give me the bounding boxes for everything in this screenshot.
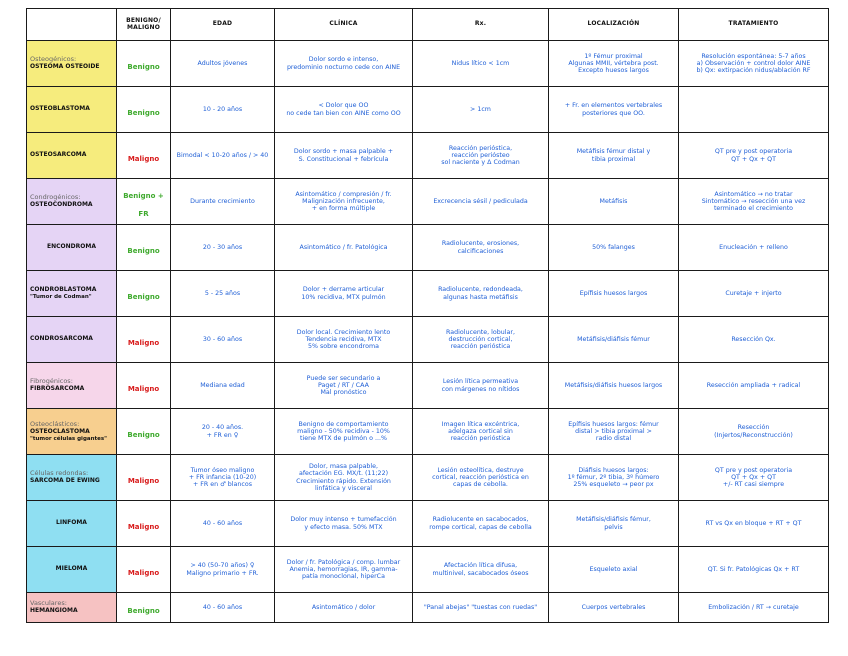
tumor-name-cell [27, 87, 117, 133]
clinical-line: Crecimiento rápido. Extensión [296, 477, 391, 485]
behavior-cell [117, 41, 171, 87]
clinical-cell [275, 593, 413, 623]
behavior-cell [117, 87, 171, 133]
behavior-label: Maligno [127, 384, 160, 393]
age-line: Maligno primario + FR. [186, 569, 259, 577]
location-line: posteriores que OO. [582, 109, 645, 117]
tumor-name: CONDROBLASTOMA [30, 286, 97, 294]
treatment-cell [679, 547, 829, 593]
location-line: 1º fémur, 2º tibia, 3º húmero [567, 473, 660, 481]
location-cell [549, 501, 679, 547]
tumor-name: FIBROSARCOMA [30, 385, 85, 393]
rx-line: capas de cebolla. [453, 481, 508, 489]
age-cell [171, 225, 275, 271]
treatment-line: Resección Qx. [731, 335, 776, 343]
location-cell [549, 409, 679, 455]
treatment-line: Resección ampliada + radical [706, 381, 801, 389]
tumor-name: MIELOMA [55, 565, 88, 573]
rx-line: Nidus lítico < 1cm [451, 59, 510, 67]
location-cell [549, 271, 679, 317]
age-line: 10 - 20 años [202, 105, 243, 113]
age-line: Durante crecimiento [190, 197, 255, 205]
rx-line: con márgenes no nítidos [441, 385, 520, 393]
rx-line: algunas hasta metáfisis [443, 293, 518, 301]
rx-line: Afectación lítica difusa, [443, 562, 518, 570]
treatment-line: Enucleación + relleno [719, 243, 788, 251]
treatment-line: +/- RT casi siempre [722, 481, 785, 489]
location-line: pelvis [604, 523, 623, 531]
tumor-name: LINFOMA [56, 519, 87, 527]
tumor-name-cell [27, 271, 117, 317]
tumor-name: OSTEOSARCOMA [30, 151, 87, 159]
category-label: Células redondas: [30, 469, 89, 477]
clinical-line: Dolor, masa palpable, [308, 463, 379, 471]
age-line: 20 - 40 años. [201, 424, 244, 432]
category-label: Fibrogénicos: [30, 377, 73, 385]
category-label: Vasculares: [30, 599, 67, 607]
location-cell [549, 179, 679, 225]
treatment-line: b) Qx: extirpación nidus/ablación RF [696, 67, 811, 75]
age-cell [171, 271, 275, 317]
location-line: Metáfisis/diáfisis huesos largos [564, 381, 663, 389]
clinical-cell [275, 317, 413, 363]
age-line: 20 - 30 años [202, 243, 243, 251]
tumor-name-cell [27, 501, 117, 547]
clinical-cell [275, 87, 413, 133]
location-line: radio distal [595, 435, 632, 443]
treatment-cell [679, 455, 829, 501]
treatment-line: QT + Qx + QT [731, 473, 776, 481]
rx-line: Imagen lítica excéntrica, [441, 420, 520, 428]
treatment-cell [679, 133, 829, 179]
treatment-line: QT + Qx + QT [731, 155, 776, 163]
treatment-line: Sintomático → resección una vez [701, 197, 806, 205]
behavior-cell [117, 133, 171, 179]
clinical-line: Asintomático / dolor [311, 603, 376, 611]
age-cell [171, 317, 275, 363]
rx-cell [413, 409, 549, 455]
rx-line: destrucción cortical, [448, 335, 513, 343]
age-cell [171, 133, 275, 179]
age-line: 5 - 25 años [204, 289, 241, 297]
clinical-line: 5% sobre encondroma [308, 343, 379, 351]
location-line: Epífisis huesos largos: fémur [568, 420, 659, 428]
table-row [27, 455, 829, 501]
clinical-line: Dolor muy intenso + tumefacción [290, 516, 397, 524]
rx-line: Lesión osteolítica, destruye [437, 466, 524, 474]
rx-line: Radiolucente en sacabocados, [432, 516, 529, 524]
table-row [27, 547, 829, 593]
rx-line: Reacción perióstica, [448, 144, 513, 152]
tumor-name: CONDROSARCOMA [30, 335, 93, 343]
age-line: + FR en ♂ blancos [193, 481, 252, 489]
tumor-name-cell [27, 133, 117, 179]
header-rx: Rx. [413, 9, 549, 41]
header-location: LOCALIZACIÓN [549, 9, 679, 41]
behavior-label: Maligno [127, 154, 160, 163]
behavior-cell [117, 455, 171, 501]
tumor-name: HEMANGIOMA [30, 607, 78, 615]
clinical-line: Malignización infrecuente, [302, 197, 385, 205]
treatment-line: Embolización / RT → curetaje [708, 603, 799, 611]
behavior-cell [117, 179, 171, 225]
rx-line: reacción perióstica [450, 343, 511, 351]
treatment-line: QT. Si fr. Patológicas Qx + RT [707, 565, 800, 573]
rx-line: adelgaza cortical sin [448, 427, 513, 435]
clinical-cell [275, 501, 413, 547]
behavior-cell [117, 271, 171, 317]
clinical-line: Dolor / fr. Patológica / comp. lumbar [286, 558, 401, 566]
rx-line: reacción perióstica [450, 435, 511, 443]
clinical-cell [275, 455, 413, 501]
clinical-line: tiene MTX de pulmón o ...% [300, 435, 387, 443]
treatment-line: Resolución espontánea: 5-7 años [701, 52, 806, 60]
header-treatment: TRATAMIENTO [679, 9, 829, 41]
clinical-line: < Dolor que OO [318, 102, 369, 110]
clinical-cell [275, 179, 413, 225]
location-line: Diáfisis huesos largos: [578, 466, 649, 474]
tumor-alias: "tumor células gigantes" [30, 435, 108, 442]
behavior-label: Benigno [127, 292, 160, 301]
tumor-name-cell [27, 547, 117, 593]
age-cell [171, 455, 275, 501]
rx-line: > 1cm [470, 105, 491, 113]
header-tumor [27, 9, 117, 41]
treatment-cell [679, 363, 829, 409]
rx-line: Radiolucente, redondeada, [438, 286, 523, 294]
age-cell [171, 501, 275, 547]
category-label: Osteogénicos: [30, 55, 77, 63]
category-label: Condrogénicos: [30, 193, 81, 201]
behavior-label: Benigno + FR [123, 191, 164, 218]
location-line: Esqueleto axial [589, 565, 638, 573]
table-row [27, 501, 829, 547]
rx-cell [413, 547, 549, 593]
header-behavior: BENIGNO/ MALIGNO [117, 9, 171, 41]
treatment-cell [679, 593, 829, 623]
table-row [27, 363, 829, 409]
treatment-line: RT vs Qx en bloque + RT + QT [705, 519, 802, 527]
rx-line: sol naciente y Δ Codman [441, 159, 520, 167]
tumor-name: SARCOMA DE EWING [30, 477, 100, 485]
treatment-line: QT pre y post operatoria [714, 466, 793, 474]
rx-cell [413, 41, 549, 87]
table-row [27, 133, 829, 179]
clinical-line: Dolor sordo e intenso, [308, 56, 379, 64]
age-line: + FR en ♀ [206, 431, 239, 439]
behavior-cell [117, 409, 171, 455]
age-cell [171, 409, 275, 455]
location-line: Metáfisis fémur distal y [576, 148, 651, 156]
rx-line: reacción periósteo [451, 151, 510, 159]
location-cell [549, 363, 679, 409]
clinical-line: Mal pronóstico [320, 389, 367, 397]
clinical-line: Puede ser secundario a [306, 374, 381, 382]
location-line: + Fr. en elementos vertebrales [564, 102, 663, 110]
table-row [27, 271, 829, 317]
behavior-label: Benigno [127, 62, 160, 71]
rx-line: Radiolucente, lobular, [446, 328, 515, 336]
behavior-cell [117, 225, 171, 271]
location-cell [549, 225, 679, 271]
rx-cell [413, 501, 549, 547]
age-cell [171, 363, 275, 409]
tumor-name: OSTEOCLASTOMA [30, 428, 90, 436]
rx-line: calcificaciones [457, 247, 504, 255]
rx-cell [413, 317, 549, 363]
location-cell [549, 317, 679, 363]
rx-cell [413, 455, 549, 501]
clinical-cell [275, 409, 413, 455]
rx-cell [413, 271, 549, 317]
clinical-line: 10% recidiva, MTX pulmón [301, 293, 386, 301]
clinical-cell [275, 225, 413, 271]
clinical-line: Dolor local. Crecimiento lento [296, 328, 391, 336]
age-line: 40 - 60 años [202, 519, 243, 527]
tumor-table [26, 8, 829, 623]
behavior-label: Maligno [127, 338, 160, 347]
location-cell [549, 41, 679, 87]
location-line: Epífisis huesos largos [579, 289, 648, 297]
behavior-cell [117, 317, 171, 363]
treatment-line: QT pre y post operatoria [714, 148, 793, 156]
age-line: 40 - 60 años [202, 603, 243, 611]
treatment-cell [679, 317, 829, 363]
age-line: + FR infancia (10-20) [188, 473, 257, 481]
rx-line: Radiolucente, erosiones, [441, 240, 520, 248]
behavior-label: Maligno [127, 476, 160, 485]
treatment-cell [679, 271, 829, 317]
clinical-cell [275, 363, 413, 409]
behavior-label: Benigno [127, 108, 160, 117]
behavior-label: Benigno [127, 246, 160, 255]
table-row [27, 409, 829, 455]
treatment-line: a) Observación + control dolor AINE [696, 59, 811, 67]
location-line: 25% esqueleto → peor px [573, 481, 654, 489]
table-row [27, 317, 829, 363]
location-cell [549, 593, 679, 623]
table-row [27, 593, 829, 623]
clinical-line: Benigno de comportamiento [298, 420, 389, 428]
tumor-alias: "Tumor de Codman" [30, 293, 92, 300]
clinical-line: Dolor sordo + masa palpable + [293, 148, 394, 156]
clinical-line: no cede tan bien con AINE como OO [286, 109, 401, 117]
clinical-cell [275, 41, 413, 87]
clinical-line: linfática y visceral [314, 484, 373, 492]
tumor-name: OSTEOBLASTOMA [30, 105, 90, 113]
rx-line: Excrecencia sésil / pediculada [433, 197, 528, 205]
behavior-label: Benigno [127, 606, 160, 615]
tumor-name-cell [27, 593, 117, 623]
rx-cell [413, 363, 549, 409]
treatment-line: Curetaje + injerto [725, 289, 782, 297]
age-line: Tumor óseo maligno [190, 466, 255, 474]
location-line: Excepto huesos largos [578, 67, 649, 75]
treatment-cell [679, 501, 829, 547]
clinical-line: maligno - 50% recidiva - 10% [297, 427, 390, 435]
tumor-name-cell [27, 225, 117, 271]
rx-cell [413, 225, 549, 271]
location-line: Metáfisis/diáfisis fémur, [576, 516, 651, 524]
treatment-cell [679, 225, 829, 271]
treatment-cell [679, 87, 829, 133]
clinical-line: Asintomático / compresión / fr. [295, 190, 392, 198]
behavior-cell [117, 501, 171, 547]
header-clinical: CLÍNICA [275, 9, 413, 41]
header-age: EDAD [171, 9, 275, 41]
table-row [27, 225, 829, 271]
age-cell [171, 87, 275, 133]
location-line: Cuerpos vertebrales [581, 603, 646, 611]
rx-line: rompe cortical, capas de cebolla [429, 523, 532, 531]
location-line: 1º Fémur proximal [584, 52, 643, 60]
header-row [27, 9, 829, 41]
clinical-cell [275, 133, 413, 179]
location-cell [549, 547, 679, 593]
location-line: Algunas MMII, vértebra post. [568, 59, 659, 67]
location-cell [549, 87, 679, 133]
behavior-cell [117, 593, 171, 623]
rx-cell [413, 133, 549, 179]
clinical-line: S. Constitucional + febrícula [298, 155, 389, 163]
age-cell [171, 41, 275, 87]
clinical-line: patía monoclonal, hiperCa [302, 573, 385, 581]
treatment-line: (Injertos/Reconstrucción) [714, 431, 793, 439]
rx-cell [413, 87, 549, 133]
tumor-name-cell [27, 363, 117, 409]
tumor-name: OSTEOCONDROMA [30, 201, 93, 209]
treatment-cell [679, 179, 829, 225]
location-cell [549, 455, 679, 501]
clinical-line: y efecto masa. 50% MTX [304, 523, 383, 531]
tumor-name: ENCONDROMA [47, 243, 96, 251]
clinical-line: Tendencia recidiva, MTX [305, 335, 382, 343]
table-row [27, 41, 829, 87]
rx-line: multinivel, sacabocados óseos [432, 569, 529, 577]
location-cell [549, 133, 679, 179]
location-line: distal > tibia proximal > [575, 427, 652, 435]
clinical-line: predominio nocturno cede con AINE [286, 63, 401, 71]
tumor-name-cell [27, 455, 117, 501]
treatment-line: terminado el crecimiento [713, 205, 794, 213]
age-line: Bimodal < 10-20 años / > 40 [176, 151, 269, 159]
tumor-name-cell [27, 179, 117, 225]
clinical-cell [275, 547, 413, 593]
age-line: 30 - 60 años [202, 335, 243, 343]
rx-cell [413, 593, 549, 623]
behavior-cell [117, 547, 171, 593]
tumor-name-cell [27, 409, 117, 455]
location-line: tibia proximal [591, 155, 636, 163]
treatment-cell [679, 409, 829, 455]
location-line: Metáfisis [599, 197, 628, 205]
treatment-line: Asintomático → no tratar [714, 190, 793, 198]
clinical-line: Dolor + derrame articular [302, 286, 385, 294]
tumor-name-cell [27, 317, 117, 363]
rx-cell [413, 179, 549, 225]
treatment-line: Resección [737, 424, 770, 432]
behavior-label: Maligno [127, 522, 160, 531]
clinical-line: afectación EG. MX/t. (11;22) [298, 470, 389, 478]
age-cell [171, 179, 275, 225]
location-line: 50% falanges [592, 243, 635, 251]
table-row [27, 87, 829, 133]
age-line: Mediana edad [200, 381, 245, 389]
clinical-line: + en forma múltiple [311, 205, 376, 213]
clinical-line: Asintomático / fr. Patológica [299, 243, 388, 251]
clinical-cell [275, 271, 413, 317]
tumor-name: OSTEOMA OSTEOIDE [30, 63, 100, 71]
age-cell [171, 547, 275, 593]
rx-line: Lesión lítica permeativa [442, 378, 519, 386]
table-row [27, 179, 829, 225]
age-cell [171, 593, 275, 623]
rx-line: cortical, reacción perióstica en [432, 473, 529, 481]
rx-line: "Panal abejas" "tuestas con ruedas" [423, 603, 538, 611]
behavior-label: Maligno [127, 568, 160, 577]
behavior-cell [117, 363, 171, 409]
location-line: Metáfisis/diáfisis fémur [577, 335, 650, 343]
treatment-cell [679, 41, 829, 87]
clinical-line: Anemia, hemorragias, IR, gamma- [289, 565, 398, 573]
behavior-label: Benigno [127, 430, 160, 439]
age-line: Adultos jóvenes [197, 59, 248, 67]
tumor-name-cell [27, 41, 117, 87]
age-line: > 40 (50-70 años) ♀ [190, 562, 255, 570]
clinical-line: Paget / RT / CAA [318, 381, 369, 389]
category-label: Osteoclásticos: [30, 419, 80, 428]
